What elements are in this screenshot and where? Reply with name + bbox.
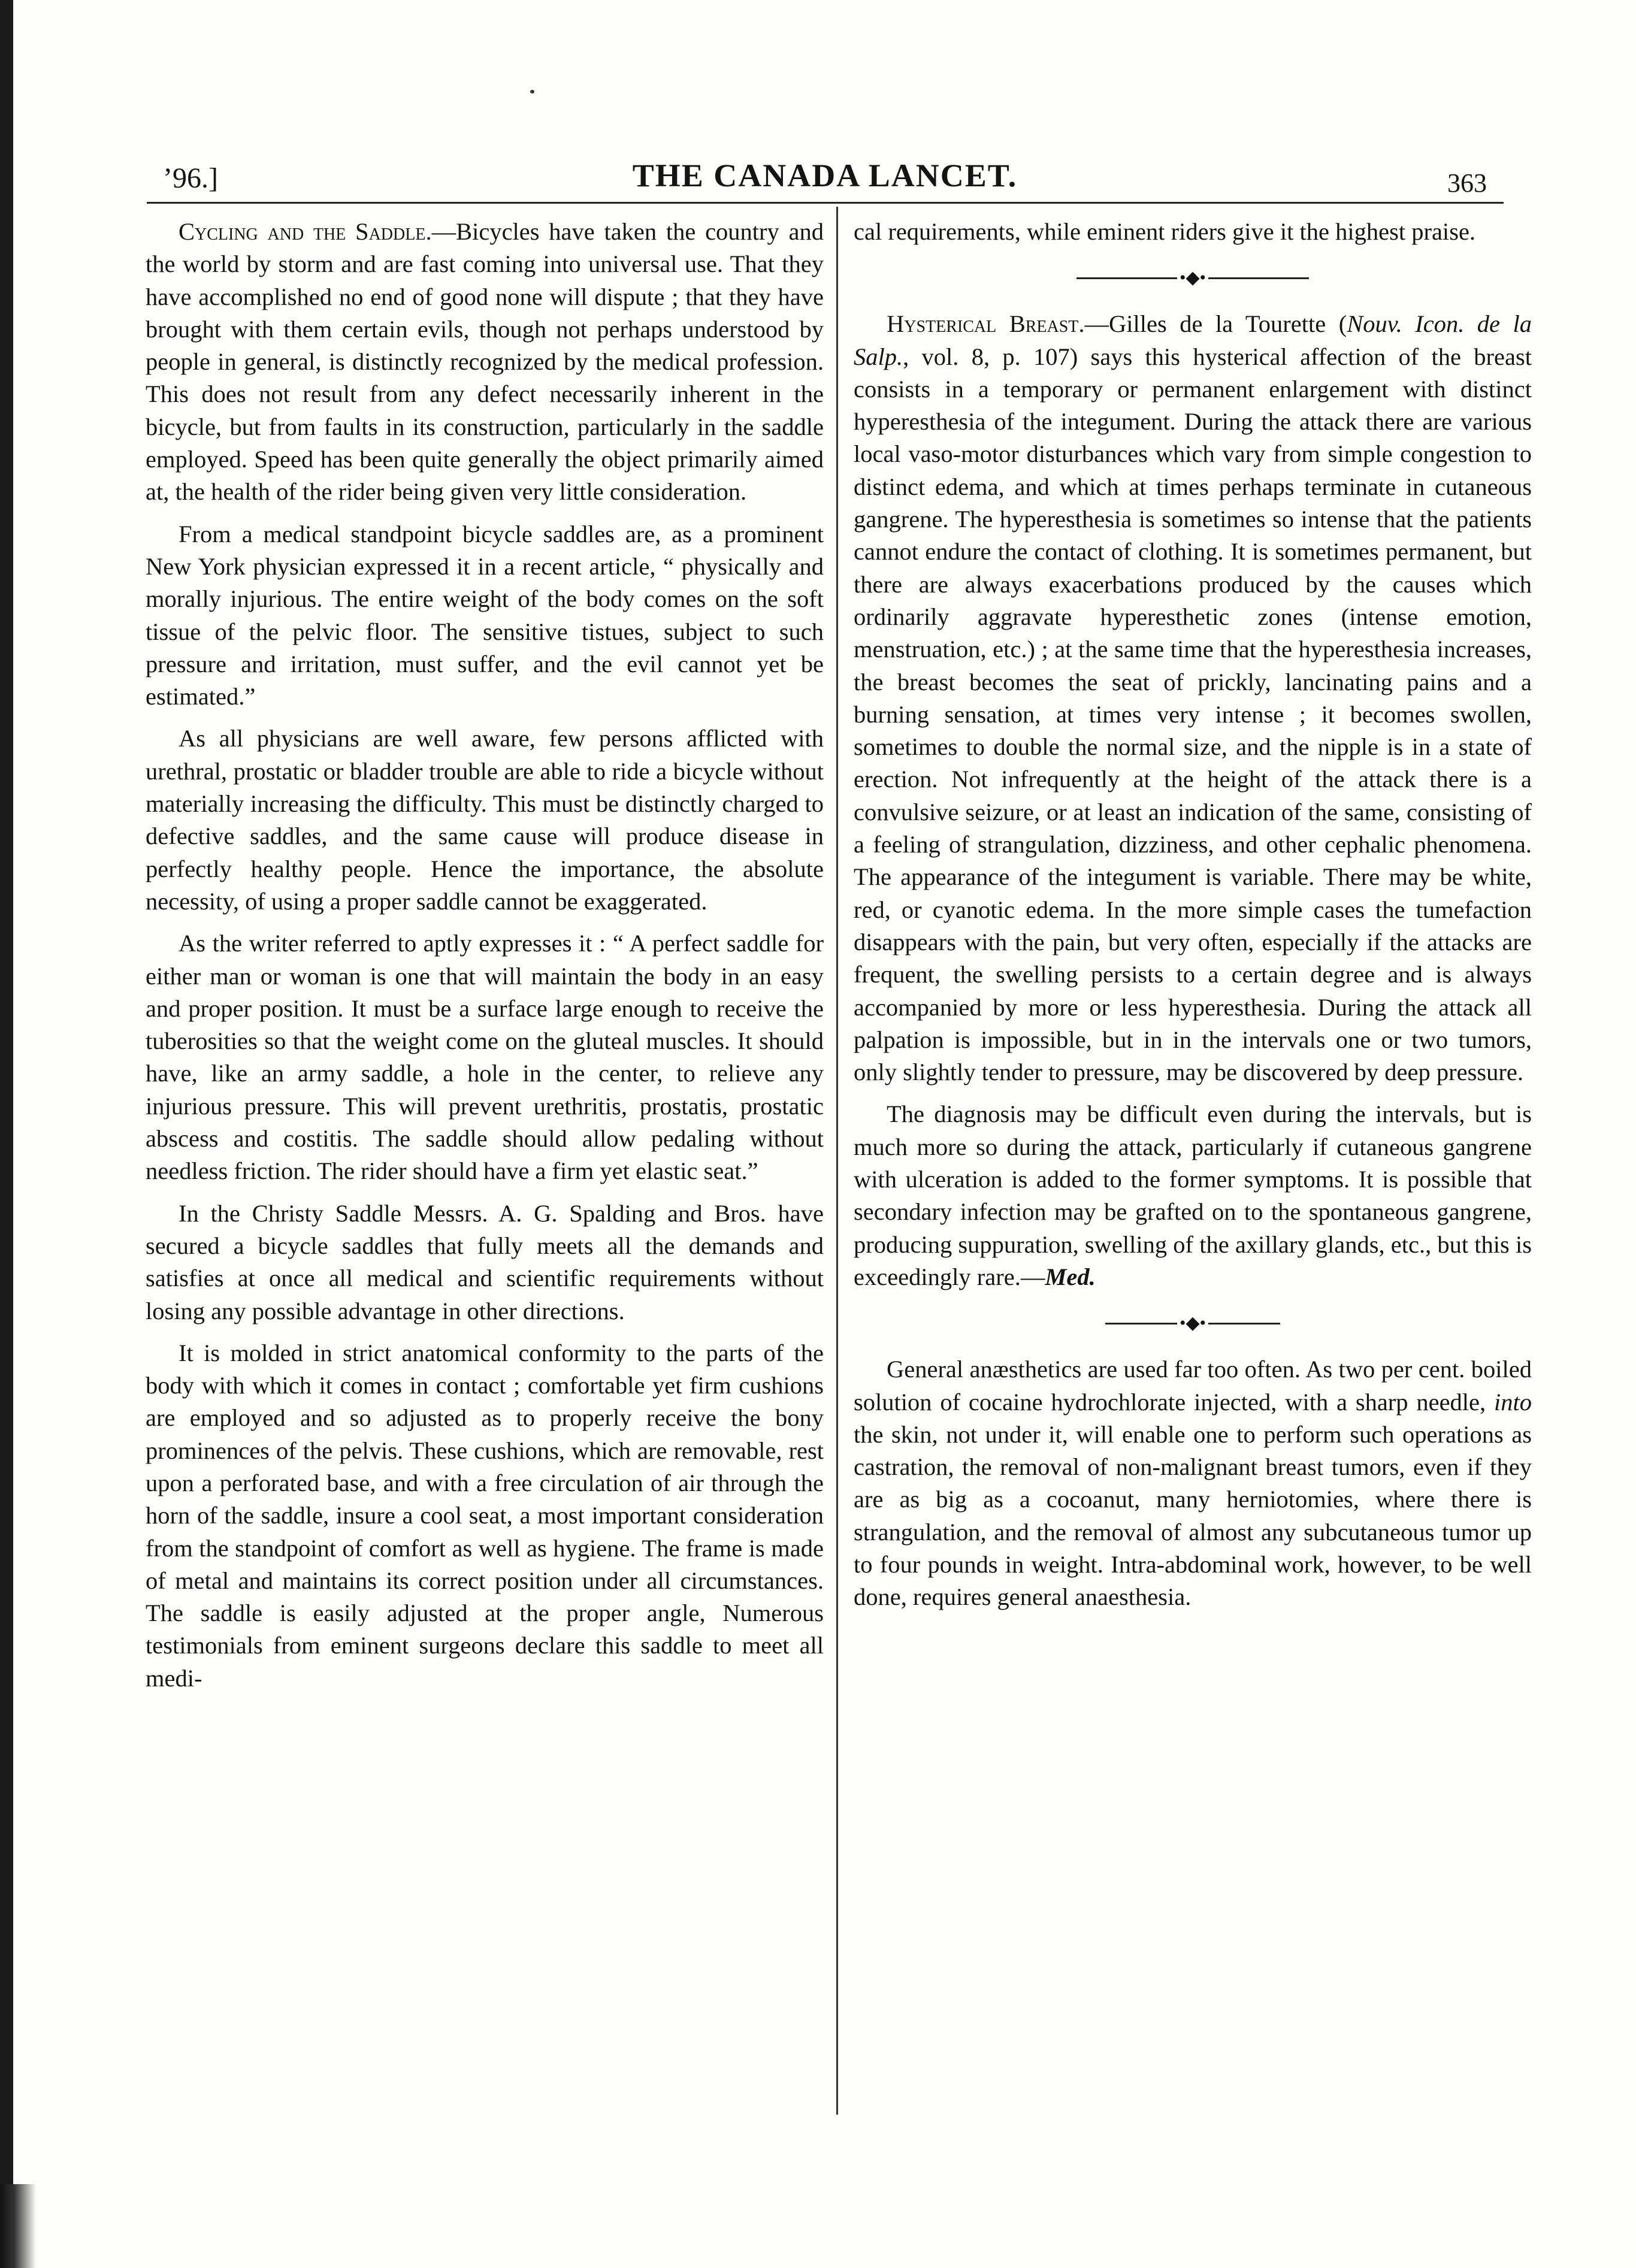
left-column — [146, 216, 824, 1695]
article-cycling-paragraph: Cycling and the Saddle.—Bicycles have taken the country and the world by storm and are fast coming into universal use. That they have accomplished no end of good none will dispute ; that they have brought with them certain evils, though not perhaps understood by people in general, is distinctly recognized by the medical profession. This does not result from any defect necessarily inherent in the bicycle, but from faults in its construction, particularly in the saddle employed. Speed has been quite generally the object primarily aimed at, the health of the rider being given very little consideration. — [146, 218, 824, 506]
scan-edge-shadow — [0, 0, 13, 2268]
article-hysterical-paragraph: The diagnosis may be difficult even during the intervals, but is much more so during the attack, particularly if cutaneous gangrene with ulceration is added to the former symptoms. It is possible that secondary infection may be grafted on to the spontaneous gangrene, producing suppuration, swelling of the axillary glands, etc., but this is exceedingly rare.—Med. — [854, 1100, 1532, 1290]
separator-ornament: •◆• — [1179, 1313, 1206, 1333]
journal-title: THE CANADA LANCET. — [632, 158, 1018, 193]
header-date: ’96.] — [163, 162, 218, 194]
source-attribution: Med. — [1045, 1263, 1096, 1290]
article-anaesthetics-paragraph: General anæsthetics are used far too often. As two per cent. boiled solution of cocaine hydrochlorate injected, with a sharp needle, into the skin, not under it, will enable one to perform such operations as castration, the removal of non-malignant breast tumors, even if they are as big as a cocoanut, many herniotomies, where there is strangulation, and the removal of almost any subcutaneous tumor up to four pounds in weight. Intra-abdominal work, however, to be well done, requires general anaesthesia. — [854, 1356, 1532, 1611]
section-separator — [854, 248, 1532, 308]
article-cycling-paragraph: From a medical standpoint bicycle saddles are, as a prominent New York physician expressed it in a recent article, “ physically and morally injurious. The entire weight of the body comes on the soft tissue of the pelvic floor. The sensitive tistues, subject to such pressure and irritation, must suffer, and the evil cannot yet be estimated.” — [146, 520, 824, 710]
article-cycling-paragraph: In the Christy Saddle Messrs. A. G. Spalding and Bros. have secured a bicycle saddles that fully meets all the demands and satisfies at once all medical and scientific requirements without losing any possible advantage in other directions. — [146, 1199, 824, 1324]
separator-ornament: •◆• — [1179, 268, 1206, 288]
article-heading-cycling: Cycling and the Saddle. — [179, 218, 432, 245]
article-cycling-paragraph: It is molded in strict anatomical conformity to the parts of the body with which it comes in contact ; comfortable yet firm cushions are employed and so adjusted as to properly receive the bony prominences of the pelvis. These cushions, which are removable, rest upon a perforated base, and with a free circulation of air through the horn of the saddle, insure a cool seat, a most important consideration from the standpoint of comfort as well as hygiene. The frame is made of metal and maintains its correct position under all circumstances. The saddle is easily adjusted at the proper angle, Numerous testimonials from eminent surgeons declare this saddle to meet all medi- — [146, 1339, 824, 1692]
article-heading-hysterical-breast: Hysterical Breast. — [887, 310, 1085, 338]
article-hysterical-paragraph: Hysterical Breast.—Gilles de la Tourette (Nouv. Icon. de la Salp., vol. 8, p. 107) says this hysterical affection of the breast consists in a temporary or permanent enlargement with distinct hyperesthesia of the integument. During the attack there are various local vaso-motor disturbances which vary from simple congestion to distinct edema, and which at times perhaps terminate in cutaneous gangrene. The hyperesthesia is sometimes so intense that the patients cannot endure the contact of clothing. It is sometimes permanent, but there are always exacerbations produced by the causes which ordinarily aggravate hyperesthetic zones (intense emotion, menstruation, etc.) ; at the same time that the hyperesthesia increases, the breast becomes the seat of prickly, lancinating pains and a burning sensation, at times very intense ; it becomes swollen, sometimes to double the normal size, and the nipple is in a state of erection. Not infrequently at the height of the attack there is a convulsive seizure, or at least an indication of the same, consisting of a feeling of strangulation, dizziness, and other cephalic phenomena. The appearance of the integument is variable. There may be white, red, or cyanotic edema. In the more simple cases the tumefaction disappears with the pain, but very often, especially if the attacks are frequent, the swelling persists to a certain degree and is always accompanied by more or less hyperesthesia. During the attack all palpation is impossible, but in in the intervals one or two tumors, only slightly tender to pressure, may be discovered by deep pressure. — [854, 310, 1532, 1086]
scan-corner-shadow — [0, 2184, 36, 2268]
header-rule — [147, 202, 1504, 204]
page-number: 363 — [1447, 168, 1487, 198]
emphasis-into: into — [1493, 1388, 1532, 1416]
column-divider — [836, 207, 838, 2115]
section-separator — [854, 1293, 1532, 1353]
article-cycling-continuation: cal requirements, while eminent riders give it the highest praise. — [854, 218, 1476, 245]
article-cycling-paragraph: As the writer referred to aptly expresses it : “ A perfect saddle for either man or woman is one that will maintain the body in an easy and proper position. It must be a surface large enough to receive the tuberosities so that the weight come on the gluteal muscles. It should have, like an army saddle, a hole in the center, to relieve any injurious pressure. This will prevent urethritis, prostatis, prostatic abscess and costitis. The saddle should allow pedaling without needless friction. The rider should have a firm yet elastic seat.” — [146, 930, 824, 1185]
ink-speck — [530, 90, 534, 93]
right-column — [854, 216, 1532, 1614]
running-header — [163, 157, 1487, 199]
article-cycling-paragraph: As all physicians are well aware, few persons afflicted with urethral, prostatic or bladder trouble are able to ride a bicycle without materially increasing the difficulty. This must be distinctly charged to defective saddles, and the same cause will produce disease in perfectly healthy people. Hence the importance, the absolute necessity, of using a proper saddle cannot be exaggerated. — [146, 725, 824, 915]
journal-citation: Nouv. Icon. de la Salp. — [854, 310, 1532, 370]
